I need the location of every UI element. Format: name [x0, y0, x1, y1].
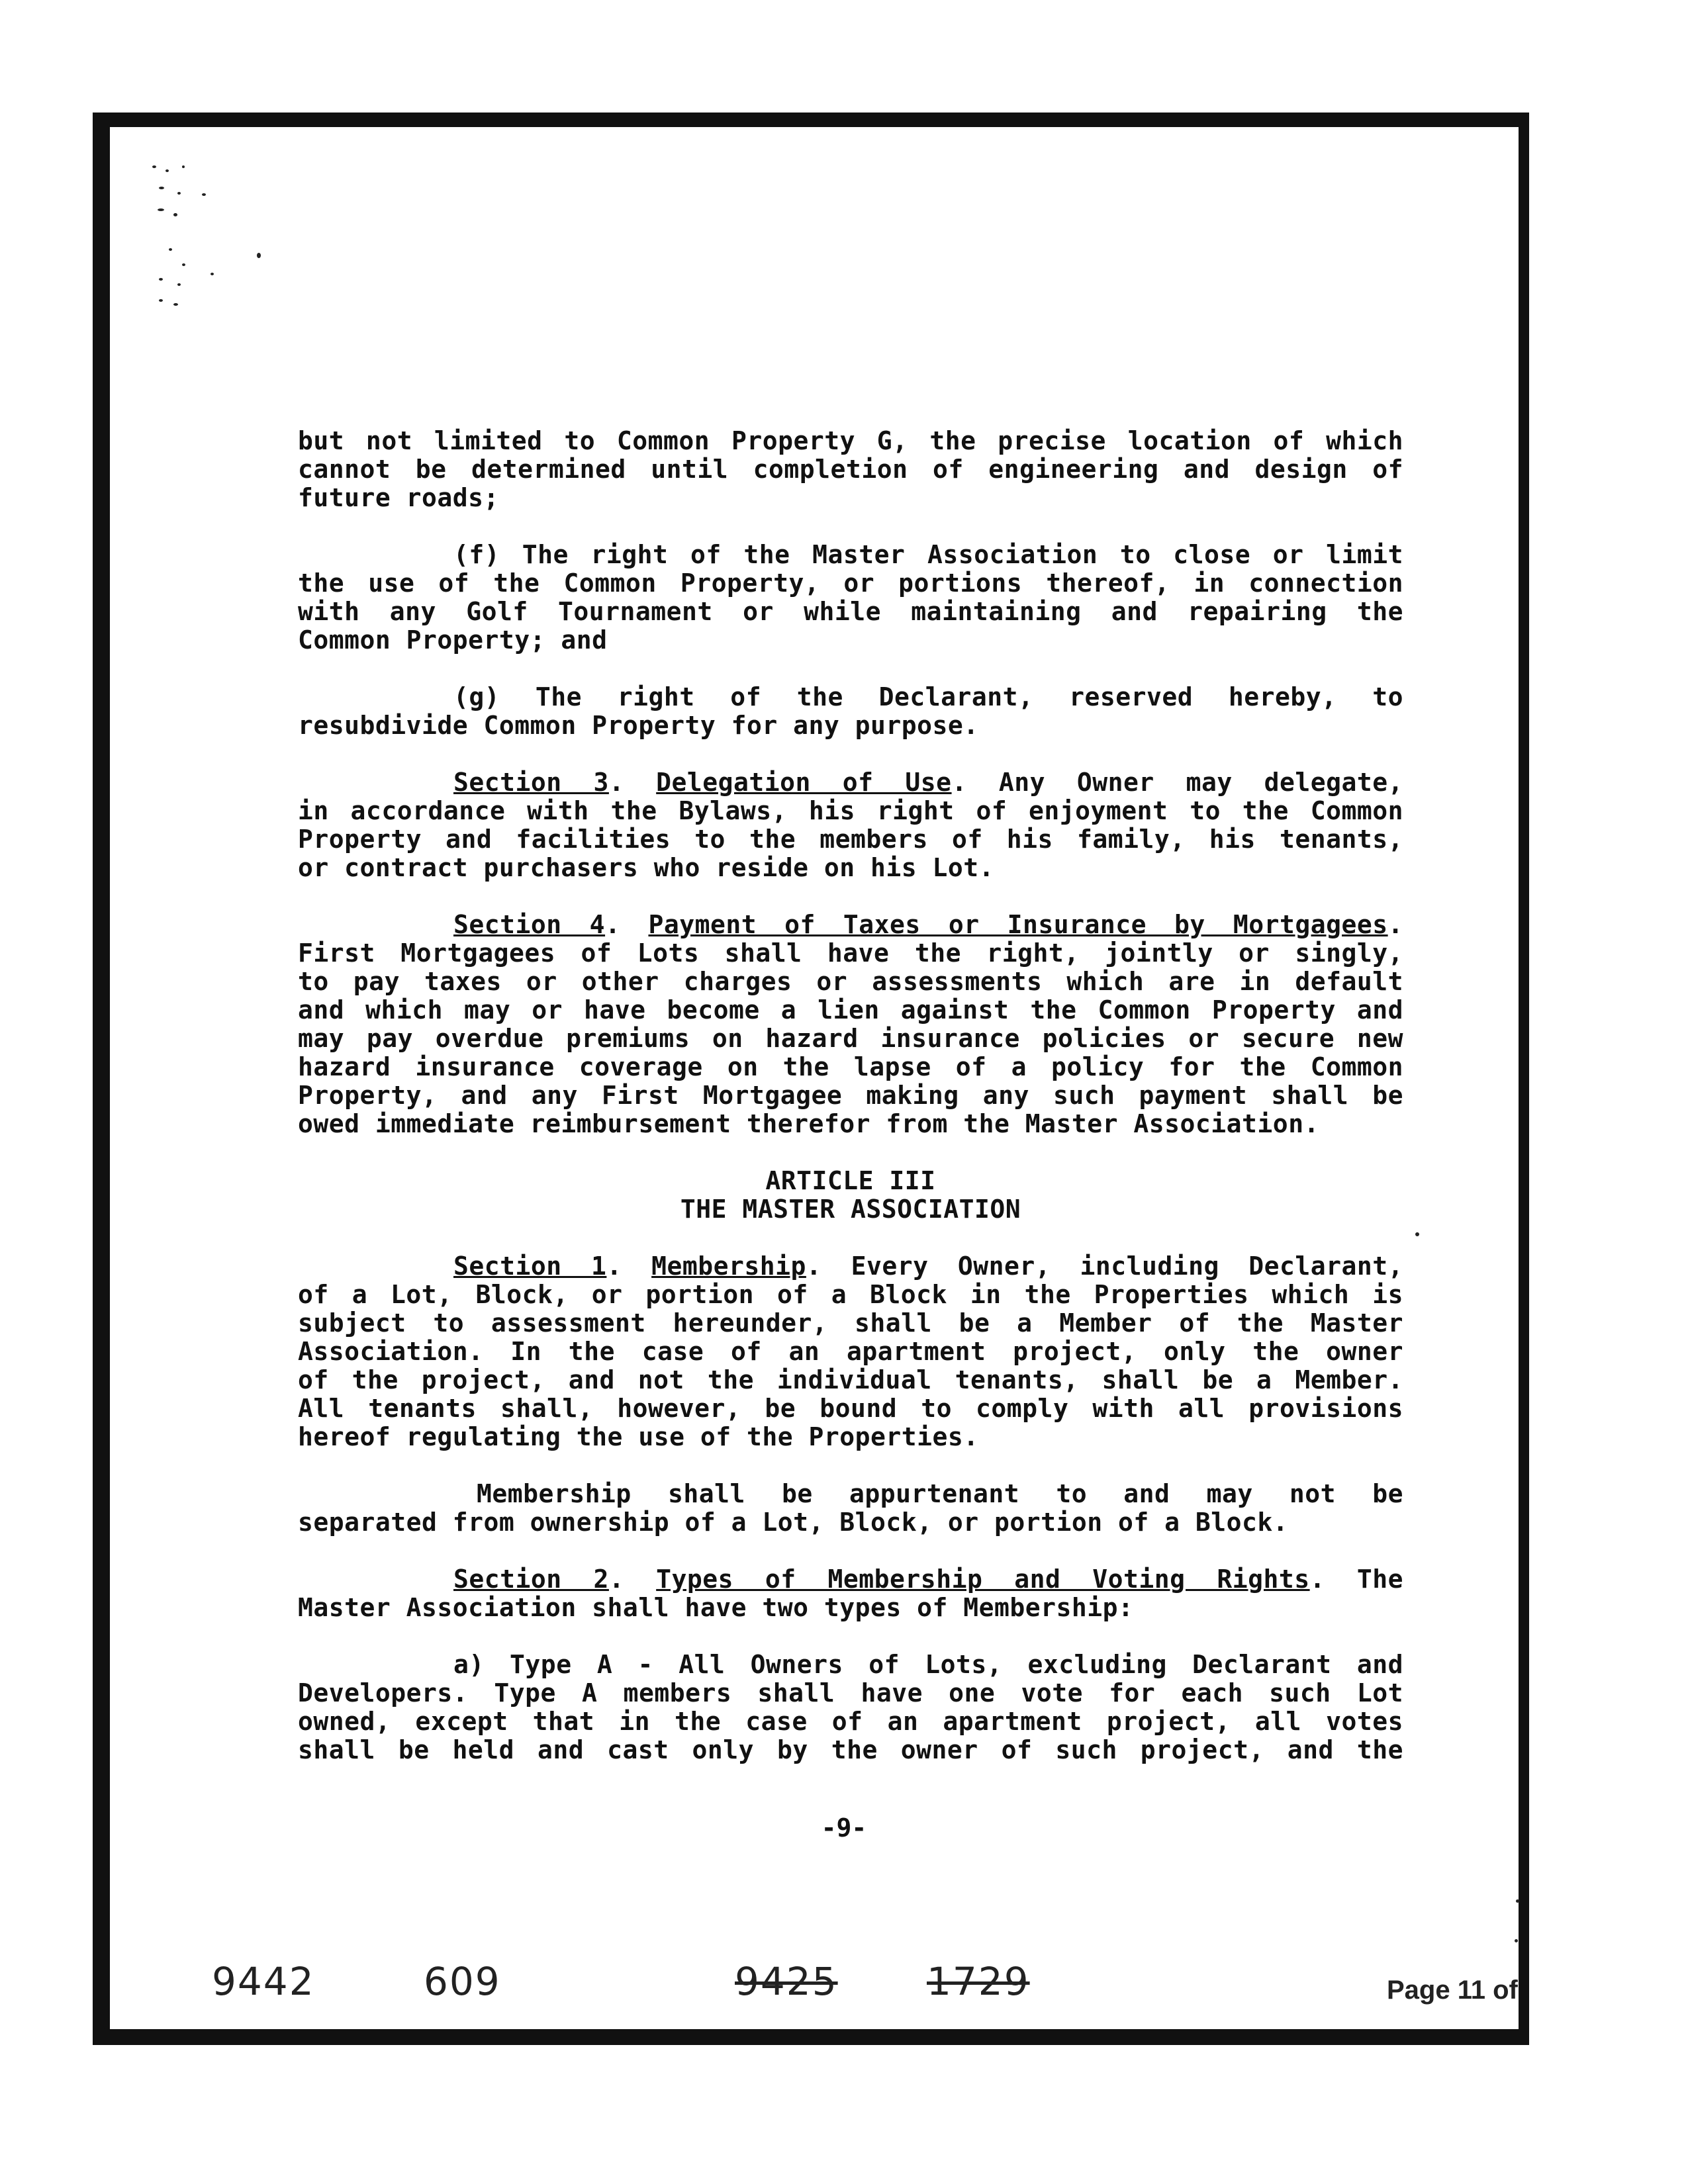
- article-number: ARTICLE III: [765, 1166, 936, 1195]
- section-title: Payment of Taxes or Insurance by Mortgagees: [648, 910, 1388, 939]
- text-line: or contract purchasers who reside on his Lot.: [298, 853, 995, 882]
- text-line: owned, except that in the case of an apartment project, all votes: [298, 1707, 1403, 1736]
- article-title: THE MASTER ASSOCIATION: [680, 1195, 1021, 1224]
- text-line: in accordance with the Bylaws, his right of enjoyment to the Common: [298, 796, 1403, 825]
- text-line: and which may or have become a lien against the Common Property and: [298, 995, 1403, 1024]
- section-label: Section 3: [453, 768, 609, 797]
- text-line: Developers. Type A members shall have one vote for each such Lot: [298, 1678, 1403, 1707]
- paragraph-common-property-g: [298, 427, 1403, 512]
- old-page-stamp: 1729: [927, 1959, 1030, 2004]
- text-line: First Mortgagees of Lots shall have the right, jointly or singly,: [298, 938, 1403, 968]
- page-stamp: 609: [424, 1959, 501, 2004]
- text-line: Property and facilities to the members of his family, his tenants,: [298, 825, 1403, 854]
- section-title: Types of Membership and Voting Rights: [656, 1565, 1310, 1594]
- text-line: may pay overdue premiums on hazard insurance policies or secure new: [298, 1024, 1403, 1053]
- paragraph-g: [298, 683, 1403, 740]
- text-line: a) Type A - All Owners of Lots, excluding Declarant and: [453, 1650, 1403, 1679]
- paragraph-type-a: [298, 1651, 1403, 1764]
- section-title: Membership: [651, 1251, 806, 1281]
- section-lead: The: [1356, 1565, 1403, 1594]
- text-line: future roads;: [298, 483, 499, 512]
- text-line: owed immediate reimbursement therefor from the Master Association.: [298, 1109, 1319, 1138]
- paragraph-f: [298, 541, 1403, 655]
- paragraph-membership-appurtenant: [298, 1480, 1403, 1537]
- text-line: Property, and any First Mortgagee making any such payment shall be: [298, 1081, 1403, 1110]
- text-line: Membership shall be appurtenant to and may not be: [477, 1479, 1403, 1508]
- section-heading-line: Section 3. Delegation of Use. Any Owner may delegate,: [453, 768, 1403, 797]
- text-line: subject to assessment hereunder, shall be a Member of the Master: [298, 1308, 1403, 1338]
- section-title: Delegation of Use: [656, 768, 952, 797]
- text-line: All tenants shall, however, be bound to comply with all provisions: [298, 1394, 1403, 1423]
- section-heading-line: Section 2. Types of Membership and Voting Rights. The: [453, 1565, 1403, 1594]
- section-label: Section 1: [453, 1251, 607, 1281]
- text-line: shall be held and cast only by the owner of such project, and the: [298, 1735, 1403, 1764]
- text-line: cannot be determined until completion of engineering and design of: [298, 455, 1403, 484]
- section-label: Section 4: [453, 910, 606, 939]
- old-book-stamp: 9425: [735, 1959, 838, 2004]
- text-line: hereof regulating the use of the Properties.: [298, 1422, 979, 1451]
- document-body: [298, 427, 1403, 1793]
- text-line: resubdivide Common Property for any purpose.: [298, 711, 979, 740]
- text-line: but not limited to Common Property G, the precise location of which: [298, 426, 1403, 455]
- text-line: to pay taxes or other charges or assessments which are in default: [298, 967, 1403, 996]
- text-line: separated from ownership of a Lot, Block, or portion of a Block.: [298, 1508, 1289, 1537]
- text-line: hazard insurance coverage on the lapse of a policy for the Common: [298, 1052, 1403, 1081]
- text-line: Association. In the case of an apartment project, only the owner: [298, 1337, 1403, 1366]
- page-number: -9-: [821, 1813, 867, 1843]
- text-line: (g) The right of the Declarant, reserved hereby, to: [453, 682, 1403, 711]
- text-line: Master Association shall have two types of Membership:: [298, 1593, 1134, 1622]
- text-line: of a Lot, Block, or portion of a Block in the Properties which is: [298, 1280, 1403, 1309]
- section-lead: Every Owner, including Declarant,: [851, 1251, 1403, 1281]
- section-label: Section 2: [453, 1565, 609, 1594]
- text-line: with any Golf Tournament or while maintaining and repairing the: [298, 597, 1403, 626]
- text-line: Common Property; and: [298, 625, 608, 655]
- section-heading-line: Section 1. Membership. Every Owner, including Declarant,: [453, 1251, 1403, 1281]
- article-3-section-2-types-of-membership: [298, 1565, 1403, 1622]
- page-count-label: Page 11 of: [1387, 1976, 1518, 2005]
- text-line: the use of the Common Property, or portions thereof, in connection: [298, 569, 1403, 598]
- section-heading-line: Section 4. Payment of Taxes or Insurance by Mortgagees.: [453, 910, 1403, 939]
- text-line: of the project, and not the individual tenants, shall be a Member.: [298, 1365, 1403, 1394]
- section-lead: Any Owner may delegate,: [998, 768, 1403, 797]
- article-heading: [298, 1167, 1403, 1224]
- text-line: (f) The right of the Master Association to close or limit: [453, 540, 1403, 569]
- section-3-delegation-of-use: [298, 768, 1403, 882]
- section-4-payment-of-taxes: [298, 911, 1403, 1138]
- article-3-section-1-membership: [298, 1252, 1403, 1451]
- book-stamp: 9442: [212, 1959, 315, 2004]
